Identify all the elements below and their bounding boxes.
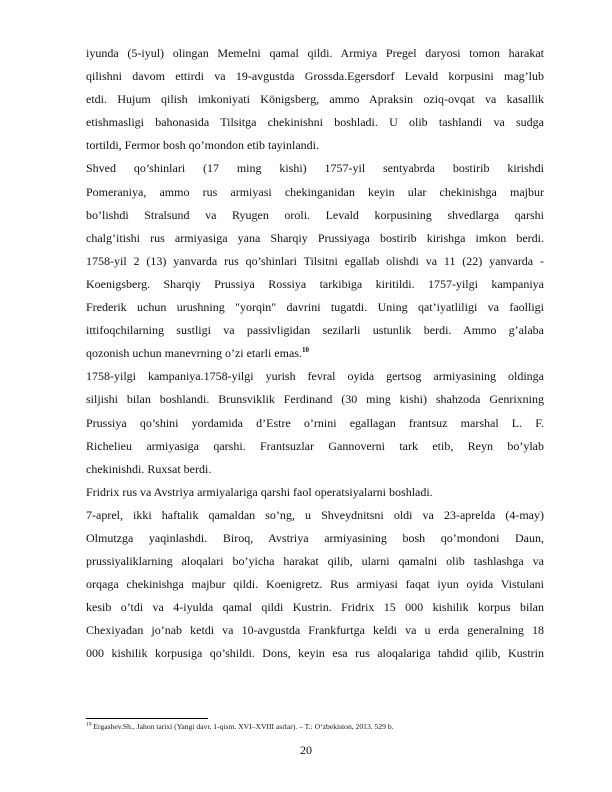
- text-line: chekinishdi. Ruxsat berdi.: [86, 461, 212, 476]
- text-line: Prussiya qo’shini yordamida d’Estre o’rnini egallagan frantsuz marshal L. F.: [86, 415, 544, 430]
- footnote-number: 10: [86, 721, 92, 728]
- text-line: kesib o’tdi va 4-iyulda qamal qildi Kustrin. Fridrix 15 000 kishilik korpus bilan: [86, 600, 544, 615]
- text-line: 1758-yilgi kampaniya.1758-yilgi yurish fevral oyida gertsog armiyasining oldinga: [86, 369, 544, 384]
- text-line: qozonish uchun manevrning o’zi etarli emas.: [86, 346, 302, 361]
- footnote-text: Ergashev.Sh., Jahon tarixi (Yangi davr. 1-qism. XVI–XVIII asrlar). – T.: O‘zbekiston, 2013. 529 b.: [93, 722, 394, 731]
- text-line: 1758-yil 2 (13) yanvarda rus qo’shinlari Tilsitni egallab olishdi va 11 (22) yanvarda -: [86, 253, 544, 268]
- text-line: Pomeraniya, ammo rus armiyasi chekinganidan keyin ular chekinishga majbur: [86, 184, 544, 199]
- text-line: Shved qo’shinlari (17 ming kishi) 1757-yil sentyabrda bostirib kirishdi: [86, 161, 544, 176]
- text-line: tortildi, Fermor bosh qo’mondon etib tayinlandi.: [86, 138, 319, 153]
- text-line: iyunda (5-iyul) olingan Memelni qamal qildi. Armiya Pregel daryosi tomon harakat: [86, 46, 544, 60]
- text-line: qilishni davom ettirdi va 19-avgustda Grossda.Egersdorf Levald korpusini mag’lub: [86, 69, 544, 84]
- footnote-reference[interactable]: 10: [301, 346, 309, 355]
- text-line: 000 kishilik korpusiga qo’shildi. Dons, keyin esa rus aloqalariga tahdid qilib, Kustrin: [86, 646, 544, 661]
- text-line: etishmasligi bahonasida Tilsitga chekinishni boshladi. U olib tashlandi va sudga: [86, 115, 544, 130]
- text-line: Koenigsberg. Sharqiy Prussiya Rossiya tarkibiga kiritildi. 1757-yilgi kampaniya: [86, 276, 544, 291]
- footnote-divider: [86, 718, 208, 719]
- text-line: ittifoqchilarning sustligi va passivligidan sezilarli ustunlik berdi. Ammo g’alaba: [86, 323, 544, 338]
- footnote: [86, 722, 546, 732]
- text-line: 7-aprel, ikki haftalik qamaldan so’ng, u Shveydnitsni oldi va 23-aprelda (4-may): [86, 507, 544, 522]
- text-line: siljishi bilan boshlandi. Brunsviklik Ferdinand (30 ming kishi) shahzoda Genrixning: [86, 392, 544, 407]
- text-line: Fridrix rus va Avstriya armiyalariga qarshi faol operatsiyalarni boshladi.: [86, 484, 433, 499]
- body-text: [86, 42, 544, 666]
- page-number: 20: [300, 743, 312, 757]
- text-line: Chexiyadan jo’nab ketdi va 10-avgustda Frankfurtga keldi va u erda generalning 18: [86, 623, 544, 638]
- text-line-with-footnote: [86, 342, 544, 365]
- text-line: Frederik uchun urushning "yorqin" davrini tugatdi. Uning qat’iyatliligi va faolligi: [86, 300, 544, 315]
- text-line: chalg’itishi rus armiyasiga yana Sharqiy Prussiyaga bostirib kirishga imkon berdi.: [86, 230, 544, 245]
- text-line: Richelieu armiyasiga qarshi. Frantsuzlar Gannoverni tark etib, Reyn bo’ylab: [86, 438, 544, 453]
- text-line: prussiyaliklarning aloqalari bo’yicha harakat qilib, ularni qamalni olib tashlashga va: [86, 554, 544, 569]
- text-line: Olmutzga yaqinlashdi. Biroq, Avstriya armiyasining bosh qo’mondoni Daun,: [86, 530, 544, 545]
- text-line: bo’lishdi Stralsund va Ryugen oroli. Levald korpusining shvedlarga qarshi: [86, 207, 544, 222]
- text-line: etdi. Hujum qilish imkoniyati Königsberg, ammo Apraksin oziq-ovqat va kasallik: [86, 92, 544, 107]
- text-line: orqaga chekinishga majbur qildi. Koenigretz. Rus armiyasi faqat iyun oyida Vistulani: [86, 577, 544, 592]
